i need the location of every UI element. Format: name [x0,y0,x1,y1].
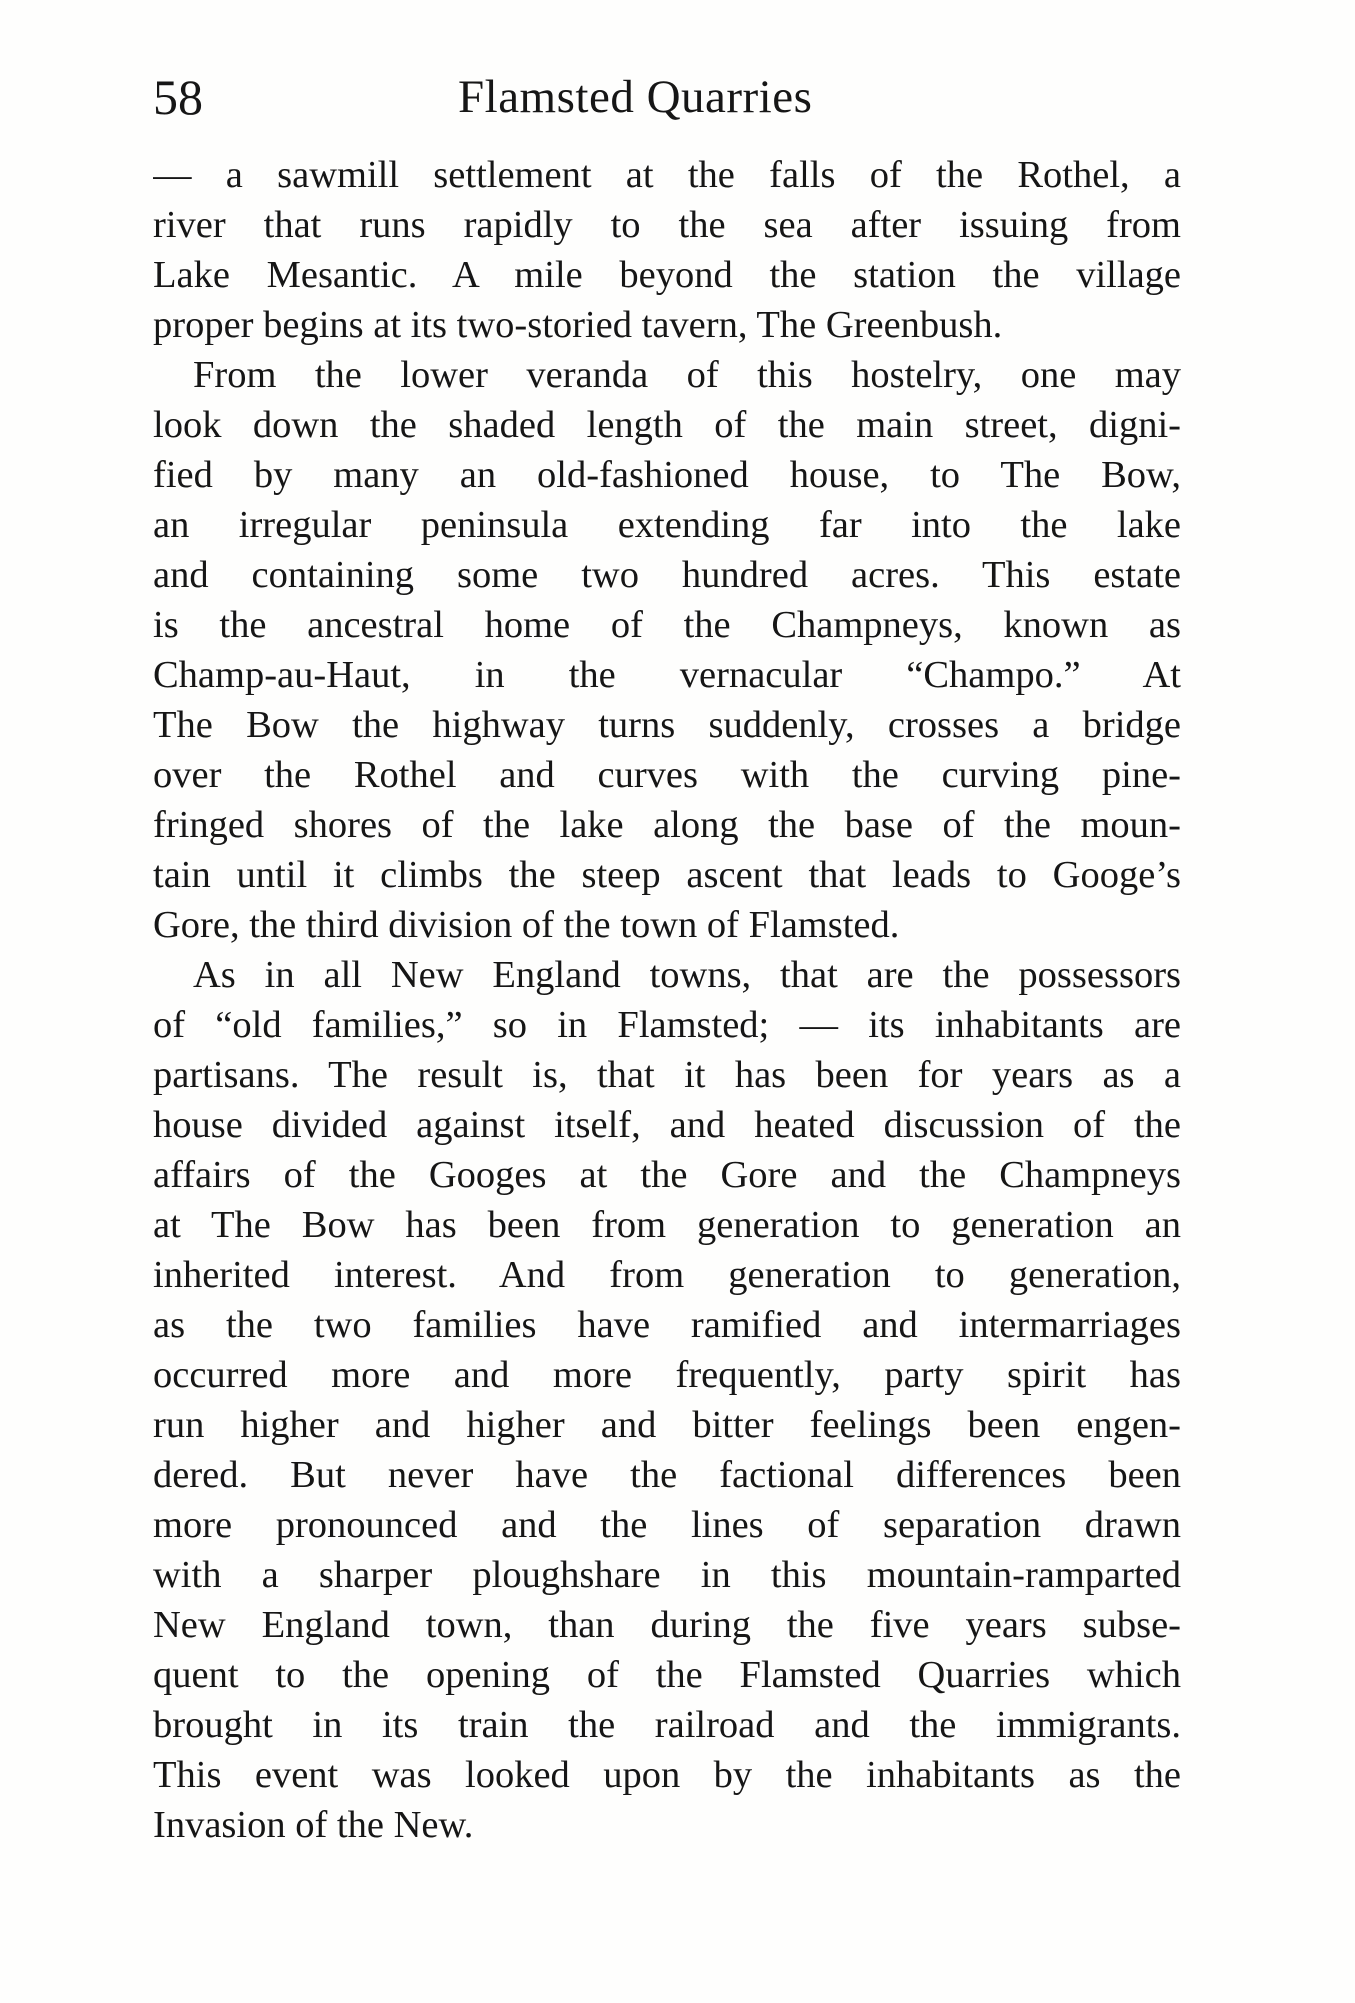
text-line: is the ancestral home of the Champneys, known as [153,604,1181,646]
text-line: river that runs rapidly to the sea after issuing from [153,204,1181,246]
paragraph-2 [153,350,1181,950]
text-line: house divided against itself, and heated discussion of the [153,1104,1181,1146]
text-line: dered. But never have the factional differences been [153,1454,1181,1496]
text-line: look down the shaded length of the main street, digni- [153,404,1181,446]
text-line: fringed shores of the lake along the base of the moun- [153,804,1181,846]
text-line: run higher and higher and bitter feelings been engen- [153,1404,1181,1446]
text-line: at The Bow has been from generation to generation an [153,1204,1181,1246]
text-line: an irregular peninsula extending far into the lake [153,504,1181,546]
text-line: brought in its train the railroad and the immigrants. [153,1704,1181,1746]
page-number: 58 [153,69,203,125]
paragraph-1 [153,150,1181,350]
running-head [153,62,1181,132]
text-line: tain until it climbs the steep ascent that leads to Googe’s [153,854,1181,896]
text-line: New England town, than during the five years subse- [153,1604,1181,1646]
body-text [153,150,1181,1850]
text-line: partisans. The result is, that it has been for years as a [153,1054,1181,1096]
text-line: of “old families,” so in Flamsted; — its inhabitants are [153,1004,1181,1046]
text-line: Invasion of the New. [153,1804,474,1846]
text-line: The Bow the highway turns suddenly, crosses a bridge [153,704,1181,746]
paragraph-3 [153,950,1181,1850]
running-title: Flamsted Quarries [458,71,813,123]
text-line: Lake Mesantic. A mile beyond the station the village [153,254,1181,296]
text-line: As in all New England towns, that are the possessors [193,954,1181,996]
text-line: quent to the opening of the Flamsted Quarries which [153,1654,1181,1696]
text-line: fied by many an old-fashioned house, to The Bow, [153,454,1181,496]
text-line: Gore, the third division of the town of Flamsted. [153,904,900,946]
text-line: more pronounced and the lines of separation drawn [153,1504,1181,1546]
text-line: occurred more and more frequently, party spirit has [153,1354,1181,1396]
text-line: over the Rothel and curves with the curving pine- [153,754,1181,796]
text-line: affairs of the Googes at the Gore and the Champneys [153,1154,1181,1196]
text-line: and containing some two hundred acres. This estate [153,554,1181,596]
text-line: proper begins at its two-storied tavern, The Greenbush. [153,304,1003,346]
text-line: — a sawmill settlement at the falls of the Rothel, a [153,154,1181,196]
text-line: From the lower veranda of this hostelry, one may [193,354,1181,396]
text-line: as the two families have ramified and intermarriages [153,1304,1181,1346]
text-line: This event was looked upon by the inhabitants as the [153,1754,1181,1796]
text-line: inherited interest. And from generation to generation, [153,1254,1181,1296]
text-line: Champ-au-Haut, in the vernacular “Champo.” At [153,654,1181,696]
text-line: with a sharper ploughshare in this mountain-ramparted [153,1554,1181,1596]
